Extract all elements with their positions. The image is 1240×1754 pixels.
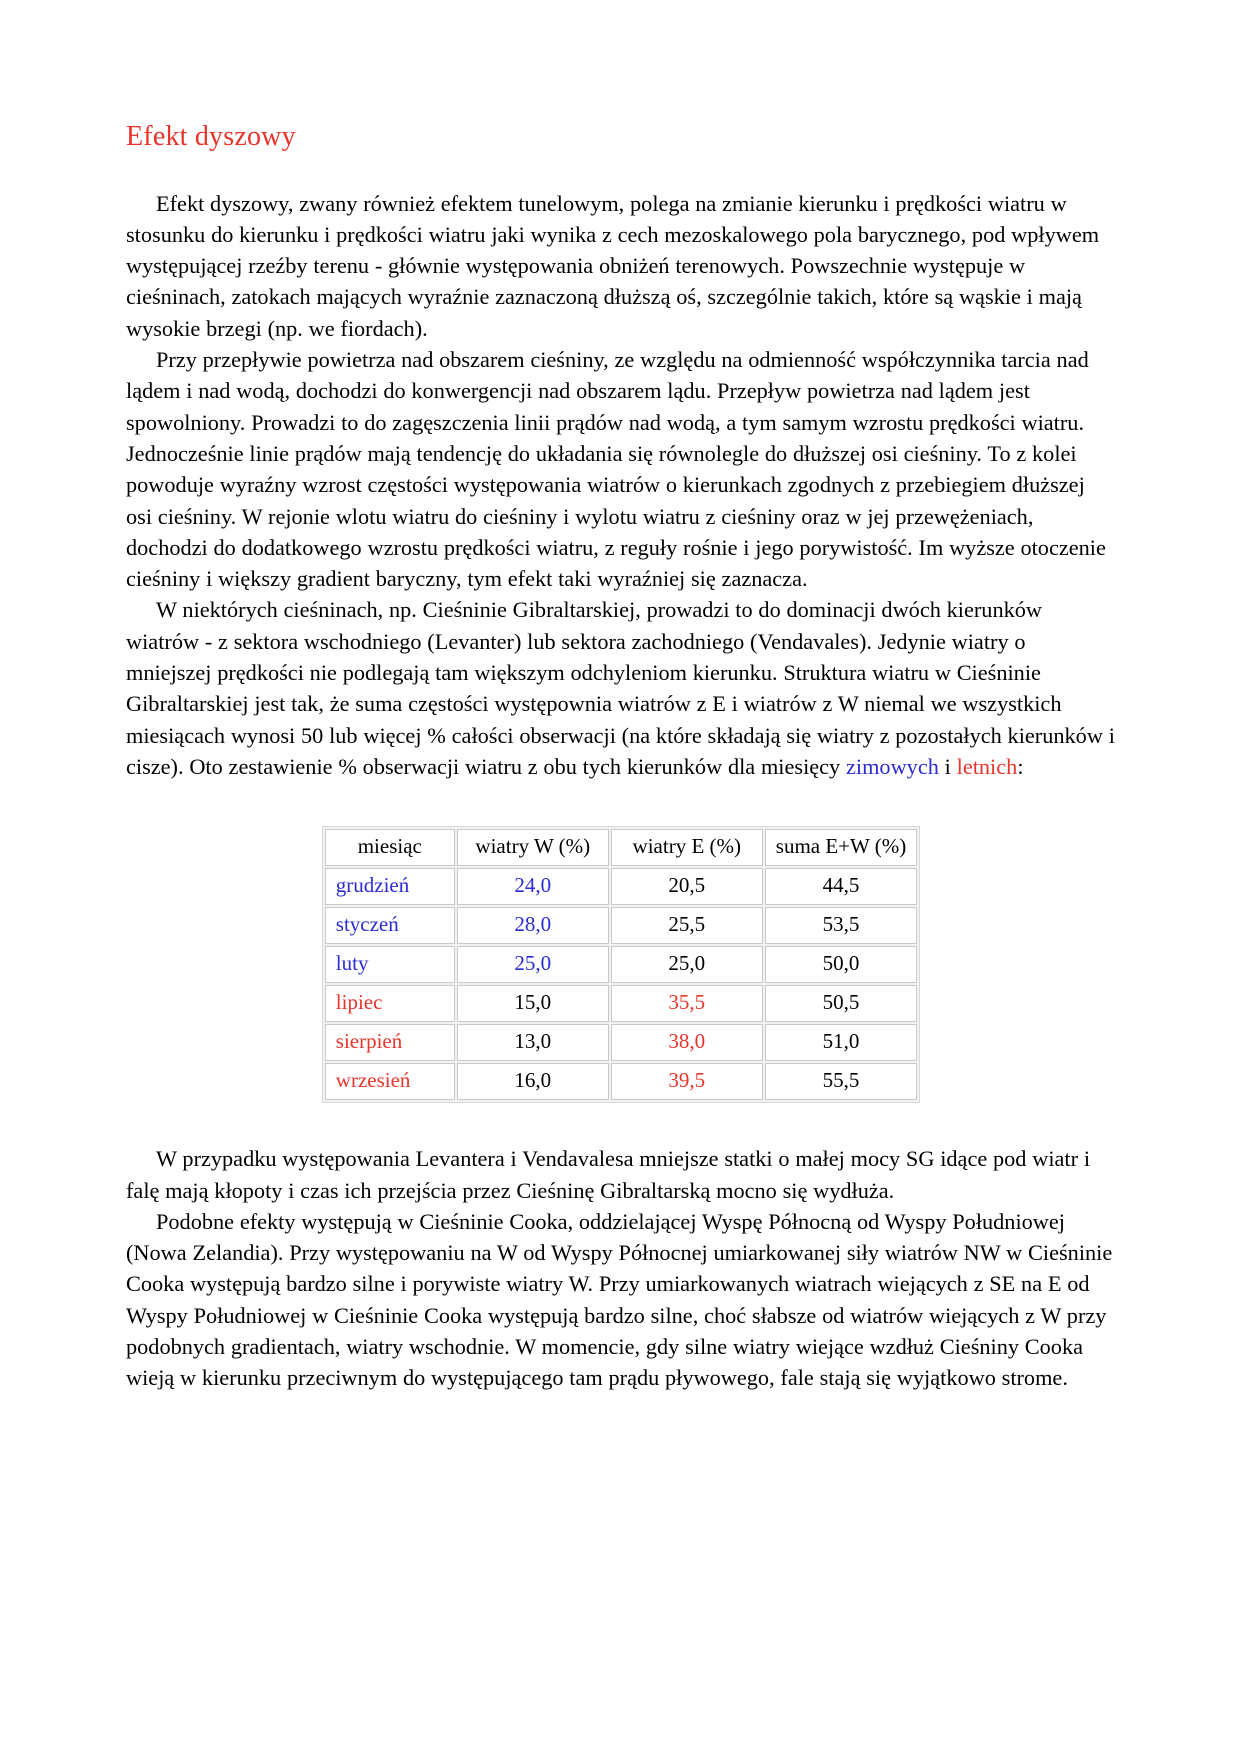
table-row (325, 1024, 917, 1061)
wind-table-container (126, 826, 1116, 1103)
page-title: Efekt dyszowy (126, 121, 296, 152)
cell-wiatry-e: 25,0 (611, 946, 763, 983)
cell-suma: 55,5 (765, 1063, 917, 1100)
cell-wiatry-e: 35,5 (611, 985, 763, 1022)
post-table-text (126, 1143, 1116, 1393)
cell-month: luty (325, 946, 455, 983)
paragraph-3-intro: W niektórych cieśninach, np. Cieśninie Gibraltarskiej, prowadzi to do dominacji dwóch kierunków wiatrów - z sektora wschodniego (Levanter) lub sektora zachodniego (Vendavales). Jedynie wiatry o mniejszej prędkości nie podlegają tam większym odchyleniom kierunku. Struktura wiatru w Cieśninie Gibraltarskiej jest tak, że suma częstości występownia wiatrów z E i wiatrów z W niemal we wszystkich miesiącach wynosi 50 lub więcej % całości obserwacji (na które składają się wiatry z pozostałych kierunków i cisze). Oto zestawienie % obserwacji wiatru z obu tych kierunków dla miesięcy (126, 597, 1115, 779)
column-header-wiatry-w: wiatry W (%) (457, 829, 609, 866)
table-row (325, 946, 917, 983)
table-body (325, 868, 917, 1100)
paragraph-1: Efekt dyszowy, zwany również efektem tunelowym, polega na zmianie kierunku i prędkości wiatru w stosunku do kierunku i prędkości wiatru jaki wynika z cech mezoskalowego pola barycznego, pod wpływem występującej rzeźby terenu - głównie występowania obniżeń terenowych. Powszechnie występuje w cieśninach, zatokach mających wyraźnie zaznaczoną dłuższą oś, szczególnie takich, które są wąskie i mają wysokie brzegi (np. we fiordach). (126, 190, 1100, 341)
cell-month: styczeń (325, 907, 455, 944)
table-row (325, 868, 917, 905)
cell-month: wrzesień (325, 1063, 455, 1100)
paragraph-3-conjunction: i (938, 753, 957, 779)
cell-wiatry-w: 16,0 (457, 1063, 609, 1100)
cell-wiatry-e: 25,5 (611, 907, 763, 944)
document-content (126, 120, 1116, 1394)
cell-month: lipiec (325, 985, 455, 1022)
cell-wiatry-e: 39,5 (611, 1063, 763, 1100)
paragraph-3-tail: : (1017, 753, 1024, 779)
table-row (325, 907, 917, 944)
cell-suma: 53,5 (765, 907, 917, 944)
table-row (325, 1063, 917, 1100)
table-head (325, 829, 917, 866)
cell-month: grudzień (325, 868, 455, 905)
winter-months-label: zimowych (845, 753, 939, 779)
column-header-suma: suma E+W (%) (765, 829, 917, 866)
table-header-row (325, 829, 917, 866)
cell-wiatry-e: 38,0 (611, 1024, 763, 1061)
paragraph-4: W przypadku występowania Levantera i Vendavalesa mniejsze statki o małej mocy SG idące pod wiatr i falę mają kłopoty i czas ich przejścia przez Cieśninę Gibraltarską mocno się wydłuża. (126, 1146, 1091, 1203)
table-row (325, 985, 917, 1022)
paragraph-5: Podobne efekty występują w Cieśninie Cooka, oddzielającej Wyspę Północną od Wyspy Południowej (Nowa Zelandia). Przy występowaniu na W od Wyspy Północnej umiarkowanej siły wiatrów NW w Cieśninie Cooka występują bardzo silne i porywiste wiatry W. Przy umiarkowanych wiatrach wiejących z SE na E od Wyspy Południowej w Cieśninie Cooka występują bardzo silne, choć słabsze od wiatrów wiejących z W przy podobnych gradientach, wiatry wschodnie. W momencie, gdy silne wiatry wiejące wzdłuż Cieśniny Cooka wieją w kierunku przeciwnym do występującego tam prądu pływowego, fale stają się wyjątkowo strome. (126, 1208, 1113, 1391)
cell-suma: 51,0 (765, 1024, 917, 1061)
column-header-wiatry-e: wiatry E (%) (611, 829, 763, 866)
cell-wiatry-w: 15,0 (457, 985, 609, 1022)
cell-suma: 50,5 (765, 985, 917, 1022)
cell-wiatry-w: 13,0 (457, 1024, 609, 1061)
cell-suma: 44,5 (765, 868, 917, 905)
cell-wiatry-w: 25,0 (457, 946, 609, 983)
column-header-month: miesiąc (325, 829, 455, 866)
cell-wiatry-w: 24,0 (457, 868, 609, 905)
cell-wiatry-w: 28,0 (457, 907, 609, 944)
paragraph-2: Przy przepływie powietrza nad obszarem cieśniny, ze względu na odmienność współczynnika tarcia nad lądem i nad wodą, dochodzi do konwergencji nad obszarem lądu. Przepływ powietrza nad lądem jest spowolniony. Prowadzi to do zagęszczenia linii prądów nad wodą, a tym samym wzrostu prędkości wiatru. Jednocześnie linie prądów mają tendencję do układania się równolegle do dłuższej osi cieśniny. To z kolei powoduje wyraźny wzrost częstości występowania wiatrów o kierunkach zgodnych z przebiegiem dłuższej osi cieśniny. W rejonie wlotu wiatru do cieśniny i wylotu wiatru z cieśniny oraz w jej przewężeniach, dochodzi do dodatkowego wzrostu prędkości wiatru, z reguły rośnie i jego porywistość. Im wyższe otoczenie cieśniny i większy gradient baryczny, tym efekt taki wyraźniej się zaznacza. (126, 347, 1106, 592)
cell-month: sierpień (325, 1024, 455, 1061)
cell-wiatry-e: 20,5 (611, 868, 763, 905)
wind-frequency-table (322, 826, 920, 1103)
paragraph-3 (126, 594, 1116, 782)
cell-suma: 50,0 (765, 946, 917, 983)
summer-months-label: letnich (956, 753, 1018, 779)
